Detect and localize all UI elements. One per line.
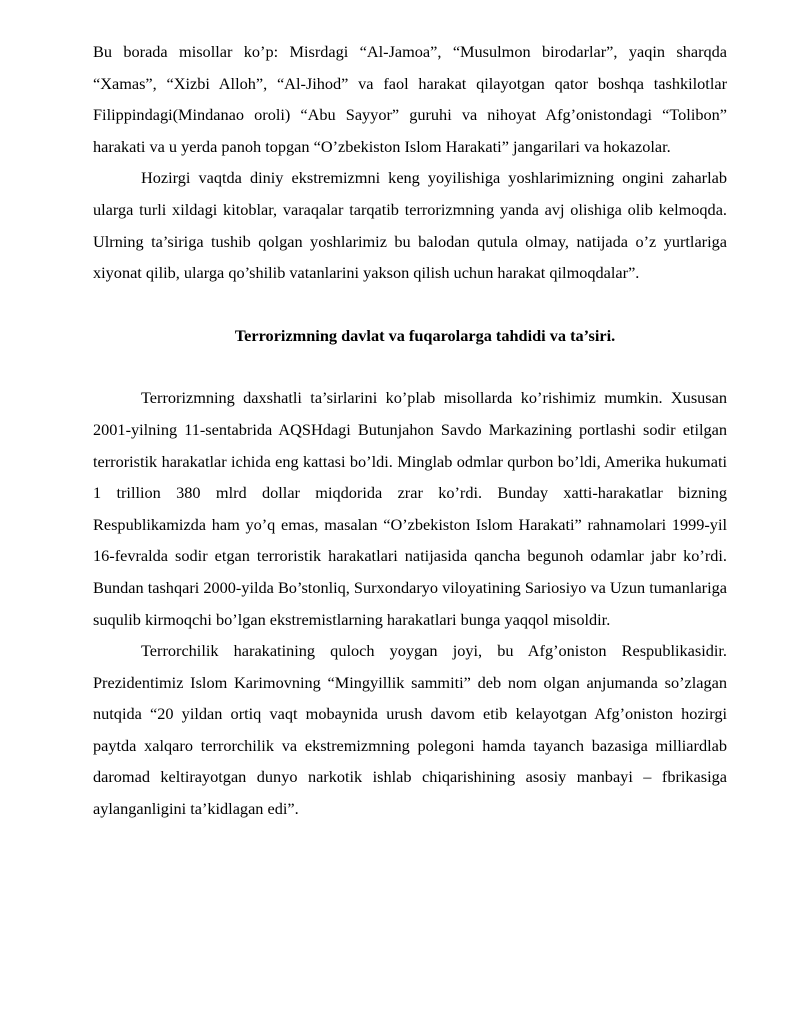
paragraph-examples: Bu borada misollar ko’p: Misrdagi “Al-Jamoa”, “Musulmon birodarlar”, yaqin sharqda “Xamas”, “Xizbi Alloh”, “Al-Jihod” va faol harakat qilayotgan qator boshqa tashkilotlar Filippindagi(Mindanao oroli) “Abu Sayyor” guruhi va nihoyat Afg’onistondagi “Tolibon” harakati va u yerda panoh topgan “O’zbekiston Islom Harakati” jangarilari va hokazolar.: [93, 42, 727, 156]
paragraph-afghanistan: Terrorchilik harakatining quloch yoygan joyi, bu Afg’oniston Respublikasidir. Prezidentimiz Islom Karimovning “Mingyillik sammiti” deb nom olgan anjumanda so’zlagan nutqida “20 yildan ortiq vaqt mobaynida urush davom etib kelayotgan Afg’oniston hozirgi paytda xalqaro terrorchilik va ekstremizmning polegoni hamda tayanch bazasiga milliardlab daromad keltirayotgan dunyo narkotik ishlab chiqarishining asosiy manbayi – fbrikasiga aylanganligini ta’kidlagan edi”.: [93, 641, 727, 819]
paragraph-terrorism-effects: Terrorizmning daxshatli ta’sirlarini ko’plab misollarda ko’rishimiz mumkin. Xususan 2001-yilning 11-sentabrida AQSHdagi Butunjahon Savdo Markazining portlashi sodir etilgan terroristik harakatlar ichida eng kattasi bo’ldi. Minglab odmlar qurbon bo’ldi, Amerika hukumati 1 trillion 380 mlrd dollar miqdorida zrar ko’rdi. Bunday xatti-harakatlar bizning Respublikamizda ham yo’q emas, masalan “O’zbekiston Islom Harakati” rahnamolari 1999-yil 16-fevralda sodir etgan terroristik harakatlari natijasida qancha begunoh odamlar jabr ko’rdi. Bundan tashqari 2000-yilda Bo’stonliq, Surxondaryo viloyatining Sariosiyo va Uzun tumanlariga suqulib kirmoqchi bo’lgan ekstremistlarning harakatlari bunga yaqqol misoldir.: [93, 388, 727, 629]
document-page: [93, 36, 727, 825]
paragraph-youth-extremism: Hozirgi vaqtda diniy ekstremizmni keng yoyilishiga yoshlarimizning ongini zaharlab ularga turli xildagi kitoblar, varaqalar tarqatib terrorizmning yanda avj olishiga olib kelmoqda. Ulrning ta’siriga tushib qolgan yoshlarimiz bu balodan qutula olmay, natijada o’z yurtlariga xiyonat qilib, ularga qo’shilib vatanlarini yakson qilish uchun harakat qilmoqdalar”.: [93, 168, 727, 283]
section-heading: Terrorizmning davlat va fuqarolarga tahdidi va ta’siri.: [234, 325, 616, 345]
